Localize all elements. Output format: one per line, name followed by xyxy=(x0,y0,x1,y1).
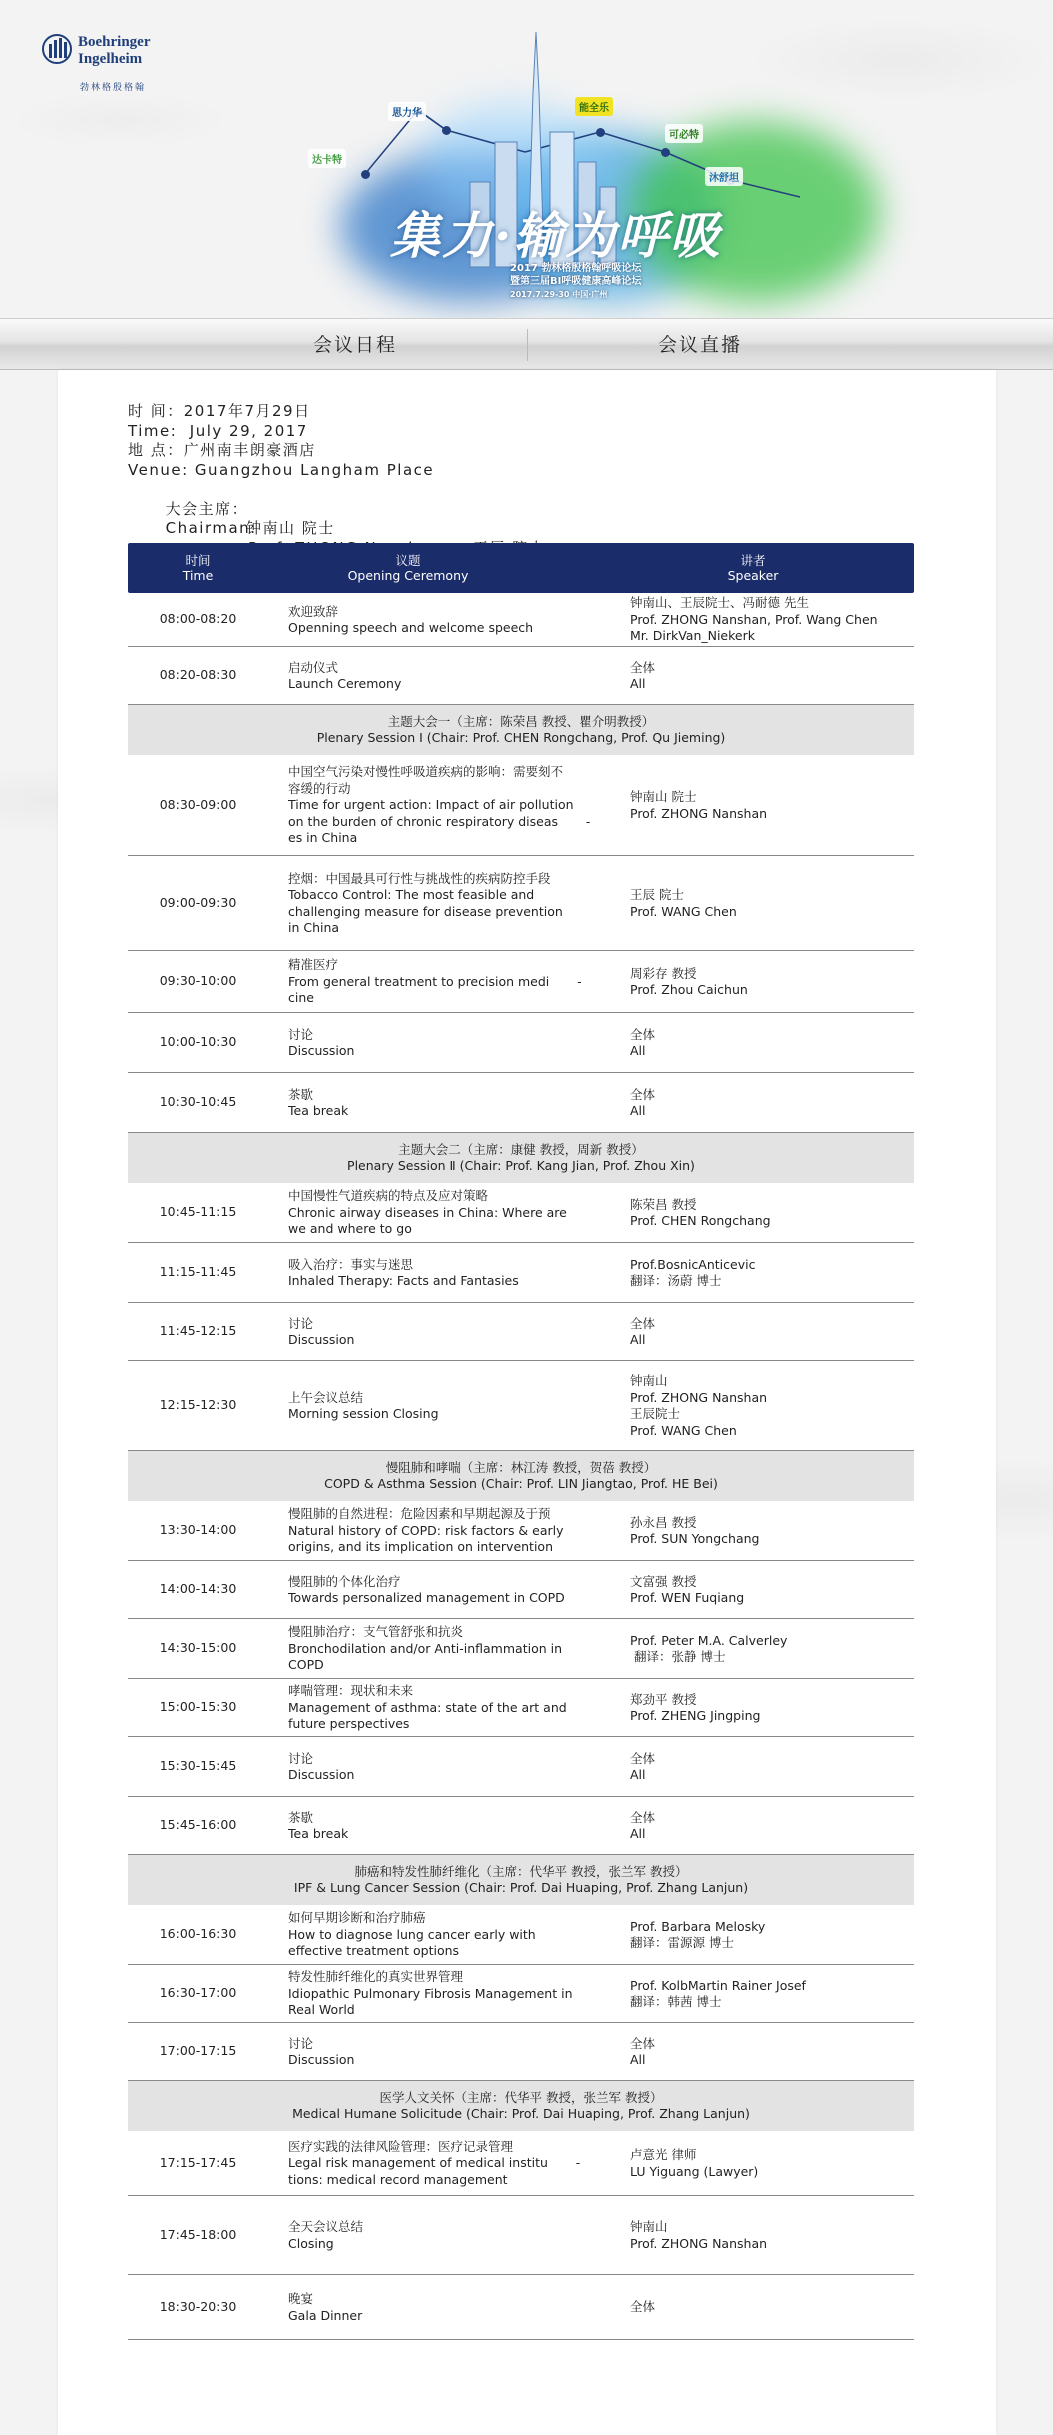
meeting-info xyxy=(128,402,435,537)
row-topic-line: Openning speech and welcome speech xyxy=(288,620,534,635)
row-speaker-line: Prof. Peter M.A. Calverley xyxy=(630,1632,788,1648)
session-title-line: 主题大会一（主席：陈荣昌 教授、瞿介明教授） xyxy=(387,714,655,729)
row-topic-line: Discussion xyxy=(288,1043,355,1058)
row-speaker-line: 陈荣昌 教授 xyxy=(630,1196,697,1212)
session-header xyxy=(128,2081,914,2131)
row-topic xyxy=(288,764,591,847)
row-topic xyxy=(288,1506,578,1556)
row-topic-line: 控烟：中国最具可行性与挑战性的疾病防控手段 xyxy=(288,870,551,886)
row-speaker-line: 全体 xyxy=(630,1026,656,1042)
row-topic-line: Discussion xyxy=(288,2052,355,2067)
table-row xyxy=(128,856,914,951)
table-row xyxy=(128,1013,914,1073)
table-row xyxy=(128,647,914,705)
row-topic-line: effective treatment options xyxy=(288,1943,460,1959)
row-speaker-line: 全体 xyxy=(630,1750,656,1766)
session-title xyxy=(128,2090,914,2122)
session-title-line: 医学人文关怀（主席：代华平 教授，张兰军 教授） xyxy=(379,2090,663,2105)
row-topic xyxy=(288,1683,578,1733)
event-headline: 集力·输为呼吸 xyxy=(390,206,722,265)
row-topic-line: How to diagnose lung cancer early with xyxy=(288,1926,536,1942)
row-topic-line: Time for urgent action: Impact of air pollution xyxy=(288,797,574,813)
session-title-line: COPD & Asthma Session (Chair: Prof. LIN Jiangtao, Prof. HE Bei) xyxy=(324,1476,718,1491)
table-row xyxy=(128,951,914,1013)
table-row xyxy=(128,1361,914,1451)
row-topic-line: 慢阻肺治疗：支气管舒张和抗炎 xyxy=(288,1624,464,1640)
row-speaker xyxy=(630,1978,914,2011)
table-row xyxy=(128,593,914,647)
row-time: 17:00-17:15 xyxy=(159,2043,237,2058)
table-row xyxy=(128,1965,914,2023)
info-time-en: Time: July 29, 2017 xyxy=(128,421,308,440)
row-speaker-line: All xyxy=(630,1332,646,1347)
row-topic-line: Legal risk management of medical institu - xyxy=(288,2155,581,2171)
table-row xyxy=(128,2131,914,2196)
row-topic xyxy=(288,1751,578,1784)
row-topic xyxy=(288,1910,578,1960)
row-speaker-line: Prof. SUN Yongchang xyxy=(630,1531,760,1546)
row-speaker-line: 卢意光 律师 xyxy=(630,2147,697,2162)
row-speaker xyxy=(630,2219,914,2252)
row-topic-line: Natural history of COPD: risk factors & early xyxy=(288,1522,564,1538)
row-topic-line: COPD xyxy=(288,1657,324,1673)
network-node xyxy=(661,148,670,157)
product-logo: 思力华 xyxy=(388,102,426,121)
nav-bar xyxy=(0,318,1053,370)
session-title-line: Plenary Session Ⅰ (Chair: Prof. CHEN Rongchang, Prof. Qu Jieming) xyxy=(316,730,726,745)
row-speaker-line: All xyxy=(630,1103,646,1118)
row-topic-line: origins, and its implication on intervention xyxy=(288,1539,554,1555)
row-speaker-line: 翻译：汤蔚 博士 xyxy=(630,1273,722,1288)
row-speaker-line: 全体 xyxy=(630,1315,656,1331)
row-topic xyxy=(288,1810,578,1843)
row-topic xyxy=(288,2291,578,2324)
row-speaker-line: Mr. DirkVan_Niekerk xyxy=(630,628,755,644)
row-time: 17:45-18:00 xyxy=(159,2226,237,2242)
row-speaker-line: 翻译：雷源源 博士 xyxy=(630,1935,734,1950)
row-topic-line: Closing xyxy=(288,2235,334,2251)
network-node xyxy=(442,126,451,135)
session-header xyxy=(128,1451,914,1501)
row-topic-line: Discussion xyxy=(288,1332,355,1347)
table-row xyxy=(128,1737,914,1797)
row-topic-line: Chronic airway diseases in China: Where are xyxy=(288,1204,567,1220)
row-topic xyxy=(288,1257,578,1290)
row-speaker-line: 王辰院士 xyxy=(630,1406,681,1421)
row-time: 09:00-09:30 xyxy=(159,894,237,910)
row-time: 08:20-08:30 xyxy=(159,667,237,682)
header-topic: 议题 Opening Ceremony xyxy=(347,553,469,583)
row-time: 10:00-10:30 xyxy=(159,1034,237,1049)
product-logo: 沐舒坦 xyxy=(705,167,743,186)
row-speaker-line: All xyxy=(630,1767,646,1782)
brand-logo-icon xyxy=(42,34,72,64)
network-node xyxy=(596,128,605,137)
table-row xyxy=(128,1073,914,1133)
table-row xyxy=(128,2275,914,2340)
table-row xyxy=(128,1797,914,1855)
table-row xyxy=(128,1243,914,1303)
row-topic-line: 哮喘管理：现状和未来 xyxy=(288,1683,414,1699)
table-row xyxy=(128,1501,914,1561)
row-speaker xyxy=(630,1087,914,1120)
session-header xyxy=(128,705,914,755)
row-speaker-line: 钟南山 xyxy=(630,1373,668,1388)
row-topic-line: Launch Ceremony xyxy=(288,676,402,691)
row-speaker xyxy=(630,1257,914,1290)
session-title xyxy=(128,1460,914,1492)
row-speaker xyxy=(630,1316,914,1349)
row-topic-line: es in China xyxy=(288,830,358,846)
row-topic-line: challenging measure for disease prevention xyxy=(288,903,563,919)
session-header xyxy=(128,1133,914,1183)
row-topic-line: Management of asthma: state of the art and xyxy=(288,1699,567,1715)
row-topic-line: Real World xyxy=(288,2002,355,2018)
agenda-card xyxy=(58,370,996,2435)
product-logo: 可必特 xyxy=(665,124,703,143)
row-topic-line: 启动仪式 xyxy=(288,659,339,675)
row-topic-line: 慢阻肺的自然进程：危险因素和早期起源及于预 xyxy=(288,1506,551,1522)
brand-logo[interactable] xyxy=(42,34,162,94)
row-topic-line: 医疗实践的法律风险管理：医疗记录管理 xyxy=(288,2138,514,2154)
session-title-line: 肺癌和特发性肺纤维化（主席：代华平 教授，张兰军 教授） xyxy=(354,1864,688,1879)
row-speaker xyxy=(630,1027,914,1060)
row-speaker-line: 文富强 教授 xyxy=(630,1573,697,1589)
session-title-line: Plenary Session Ⅱ (Chair: Prof. Kang Jian, Prof. Zhou Xin) xyxy=(347,1158,695,1173)
session-title xyxy=(128,1142,914,1174)
row-speaker-line: Prof. ZHONG Nanshan xyxy=(630,2235,768,2251)
row-speaker-line: 钟南山 院士 xyxy=(630,789,697,804)
row-speaker-line: Prof. ZHONG Nanshan, Prof. Wang Chen xyxy=(630,611,878,627)
row-topic-line: 中国空气污染对慢性呼吸道疾病的影响：需要刻不 xyxy=(288,764,564,780)
row-topic-line: on the burden of chronic respiratory diseas - xyxy=(288,813,591,829)
table-row xyxy=(128,1183,914,1243)
row-speaker-line: 钟南山 xyxy=(630,2219,668,2234)
row-speaker xyxy=(630,2147,914,2180)
session-title xyxy=(128,1864,914,1896)
network-node xyxy=(361,170,370,179)
row-topic xyxy=(288,1574,578,1607)
row-time: 16:00-16:30 xyxy=(159,1926,237,1941)
tab-agenda[interactable]: 会议日程 xyxy=(312,334,397,356)
info-time-cn: 时 间：2017年7月29日 xyxy=(128,402,311,420)
row-speaker xyxy=(630,1633,914,1666)
row-speaker xyxy=(630,887,914,920)
row-speaker-line: All xyxy=(630,1043,646,1058)
row-speaker-line: Prof. Zhou Caichun xyxy=(630,982,748,997)
product-logo: 能全乐 xyxy=(575,97,613,116)
info-chair-cn: 大会主席： 钟南山 院士 xyxy=(165,499,335,537)
row-topic-line: 茶歇 xyxy=(288,1809,314,1825)
table-row xyxy=(128,2196,914,2275)
row-topic-line: cine xyxy=(288,990,314,1006)
info-venue-cn: 地 点：广州南丰朗豪酒店 xyxy=(128,441,316,459)
row-topic-line: 精准医疗 xyxy=(288,957,339,973)
row-topic-line: Tea break xyxy=(288,1826,349,1841)
row-topic xyxy=(288,957,582,1007)
row-speaker xyxy=(630,966,914,999)
row-topic xyxy=(288,871,578,937)
row-topic-line: Inhaled Therapy: Facts and Fantasies xyxy=(288,1273,519,1288)
row-topic-line: 讨论 xyxy=(288,1315,314,1331)
row-topic-line: 全天会议总结 xyxy=(288,2219,364,2234)
row-time: 10:30-10:45 xyxy=(159,1094,237,1109)
row-speaker-line: Prof.BosnicAnticevic xyxy=(630,1256,756,1272)
table-header xyxy=(128,543,914,593)
header-speaker: 讲者 Speaker xyxy=(727,553,779,583)
row-speaker-line: 钟南山、王辰院士、冯耐德 先生 xyxy=(630,595,809,611)
row-topic xyxy=(288,1027,578,1060)
header-time: 时间 Time xyxy=(182,553,214,583)
row-topic-line: Gala Dinner xyxy=(288,2307,363,2323)
row-topic-line: 欢迎致辞 xyxy=(288,603,339,619)
row-speaker-line: 全体 xyxy=(630,659,656,675)
row-topic xyxy=(288,2138,581,2189)
table-body xyxy=(128,593,914,2340)
row-topic-line: 上午会议总结 xyxy=(288,1389,364,1405)
table-row xyxy=(128,1679,914,1737)
row-time: 11:45-12:15 xyxy=(159,1323,237,1338)
row-topic-line: 讨论 xyxy=(288,2035,314,2051)
row-speaker-line: All xyxy=(630,2052,646,2067)
row-speaker-line: Prof. ZHONG Nanshan xyxy=(630,1389,768,1405)
row-time: 18:30-20:30 xyxy=(159,2298,237,2314)
row-topic-line: From general treatment to precision medi - xyxy=(288,973,582,989)
row-topic-line: 慢阻肺的个体化治疗 xyxy=(288,1573,401,1589)
row-speaker xyxy=(630,660,914,693)
session-title-line: 慢阻肺和哮喘（主席：林江涛 教授，贺蓓 教授） xyxy=(385,1460,657,1475)
row-topic-line: 讨论 xyxy=(288,1026,314,1042)
row-speaker-line: Prof. Barbara Melosky xyxy=(630,1918,766,1934)
table-row xyxy=(128,1619,914,1679)
row-topic xyxy=(288,604,578,637)
row-speaker-line: Prof. WEN Fuqiang xyxy=(630,1590,745,1605)
row-speaker-line: Prof. WANG Chen xyxy=(630,1422,737,1438)
row-speaker-line: 全体 xyxy=(630,2035,656,2051)
row-topic-line: Discussion xyxy=(288,1767,355,1782)
row-speaker-line: 郑劲平 教授 xyxy=(630,1691,697,1707)
row-speaker xyxy=(630,1919,914,1952)
row-time: 08:30-09:00 xyxy=(159,796,237,812)
row-time: 09:30-10:00 xyxy=(159,973,237,988)
row-speaker xyxy=(630,2036,914,2069)
header xyxy=(0,0,1053,318)
row-time: 10:45-11:15 xyxy=(159,1204,237,1219)
row-speaker-line: 全体 xyxy=(630,2299,656,2315)
row-speaker xyxy=(630,789,914,822)
table-row xyxy=(128,1905,914,1965)
row-topic xyxy=(288,1624,578,1674)
row-speaker-line: Prof. CHEN Rongchang xyxy=(630,1213,771,1228)
row-topic xyxy=(288,660,578,693)
row-speaker xyxy=(630,1197,914,1230)
table-row xyxy=(128,2023,914,2081)
row-speaker xyxy=(630,1692,914,1725)
row-speaker-line: 周彩存 教授 xyxy=(630,965,697,981)
row-topic-line: 中国慢性气道疾病的特点及应对策略 xyxy=(288,1188,489,1204)
tab-live-stream[interactable]: 会议直播 xyxy=(657,334,742,356)
row-speaker xyxy=(630,1574,914,1607)
row-time: 16:30-17:00 xyxy=(159,1985,237,2000)
row-topic-line: 讨论 xyxy=(288,1750,314,1766)
table-row xyxy=(128,1303,914,1361)
row-speaker-line: Prof. KolbMartin Rainer Josef xyxy=(630,1977,806,1993)
row-speaker-line: LU Yiguang (Lawyer) xyxy=(630,2163,759,2179)
row-topic-line: Idiopathic Pulmonary Fibrosis Management in xyxy=(288,1985,573,2001)
session-title-line: IPF & Lung Cancer Session (Chair: Prof. Dai Huaping, Prof. Zhang Lanjun) xyxy=(293,1880,749,1895)
table-row xyxy=(128,1561,914,1619)
session-title-line: Medical Humane Solicitude (Chair: Prof. Dai Huaping, Prof. Zhang Lanjun) xyxy=(292,2106,750,2121)
row-time: 12:15-12:30 xyxy=(159,1397,237,1412)
row-topic xyxy=(288,1188,578,1238)
row-topic-line: 容缓的行动 xyxy=(288,780,351,796)
table-row xyxy=(128,755,914,856)
row-time: 15:00-15:30 xyxy=(159,1699,237,1714)
row-topic-line: 特发性肺纤维化的真实世界管理 xyxy=(288,1969,464,1985)
row-time: 17:15-17:45 xyxy=(159,2154,237,2170)
row-speaker-line: 翻译：韩茜 博士 xyxy=(630,1994,722,2009)
row-topic xyxy=(288,1087,578,1120)
row-topic xyxy=(288,1390,578,1423)
row-time: 13:30-14:00 xyxy=(159,1522,237,1537)
row-speaker-line: 孙永昌 教授 xyxy=(630,1514,697,1530)
row-topic-line: in China xyxy=(288,920,340,935)
row-topic-line: 吸入治疗：事实与迷思 xyxy=(288,1256,414,1272)
row-speaker-line: 翻译：张静 博士 xyxy=(630,1649,726,1664)
row-time: 14:00-14:30 xyxy=(159,1581,237,1596)
row-topic-line: Morning session Closing xyxy=(288,1406,439,1421)
row-speaker-line: All xyxy=(630,676,646,691)
row-speaker xyxy=(630,1515,914,1548)
row-speaker-line: All xyxy=(630,1826,646,1841)
row-speaker-line: 王辰 院士 xyxy=(630,887,684,902)
session-header xyxy=(128,1855,914,1905)
row-topic-line: tions: medical record management xyxy=(288,2171,508,2187)
session-title xyxy=(128,714,914,746)
row-time: 15:30-15:45 xyxy=(159,1758,237,1773)
row-speaker-line: Prof. ZHENG Jingping xyxy=(630,1708,761,1723)
row-speaker xyxy=(630,1373,914,1439)
row-speaker-line: 全体 xyxy=(630,1809,656,1825)
row-topic-line: Bronchodilation and/or Anti-inflammation in xyxy=(288,1640,563,1656)
brand-name: Boehringer Ingelheim xyxy=(78,34,151,67)
row-speaker xyxy=(630,2299,914,2316)
row-speaker-line: Prof. ZHONG Nanshan xyxy=(630,805,768,821)
row-time: 11:15-11:45 xyxy=(159,1264,237,1279)
row-topic-line: we and where to go xyxy=(288,1221,412,1237)
agenda-table xyxy=(128,543,914,2340)
brand-name-cn: 勃林格殷格翰 xyxy=(80,83,147,93)
row-speaker xyxy=(630,1751,914,1784)
row-topic xyxy=(288,1316,578,1349)
nav-divider xyxy=(527,329,528,361)
row-topic-line: Tobacco Control: The most feasible and xyxy=(288,887,535,902)
row-topic-line: 晚宴 xyxy=(288,2291,314,2306)
row-topic xyxy=(288,2219,578,2252)
row-time: 15:45-16:00 xyxy=(159,1817,237,1832)
row-time: 14:30-15:00 xyxy=(159,1640,237,1655)
row-speaker xyxy=(630,1810,914,1843)
row-time: 08:00-08:20 xyxy=(159,611,237,626)
row-topic-line: 如何早期诊断和治疗肺癌 xyxy=(288,1910,426,1926)
row-speaker-line: 全体 xyxy=(630,1086,656,1102)
row-speaker-line: Prof. WANG Chen xyxy=(630,903,737,919)
row-topic-line: future perspectives xyxy=(288,1716,410,1732)
product-logo: 达卡特 xyxy=(308,149,346,168)
event-subtitle: 2017 勃林格殷格翰呼吸论坛 暨第三届BI呼吸健康高峰论坛 2017.7.29-30 中国·广州 xyxy=(510,263,642,299)
info-venue-en: Venue: Guangzhou Langham Place xyxy=(128,460,435,479)
row-speaker xyxy=(630,595,914,645)
row-topic-line: Towards personalized management in COPD xyxy=(288,1590,565,1605)
row-topic-line: Tea break xyxy=(288,1103,349,1118)
info-chair-en: Chairman: xyxy=(165,519,257,537)
row-topic-line: 茶歇 xyxy=(288,1086,314,1102)
session-title-line: 主题大会二（主席：康健 教授，周新 教授） xyxy=(398,1142,644,1157)
row-topic xyxy=(288,1969,578,2019)
row-topic xyxy=(288,2036,578,2069)
